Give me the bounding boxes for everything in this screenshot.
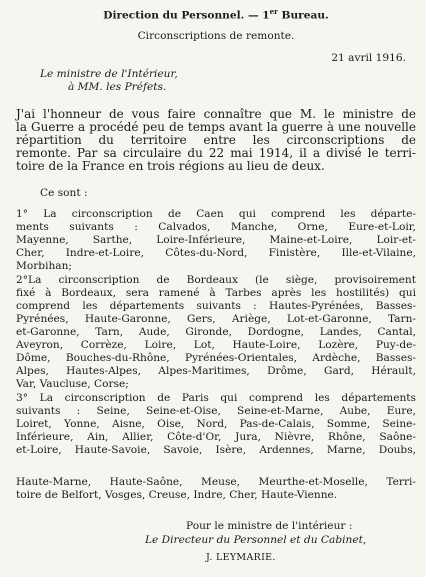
signature-pour: Pour le ministre de l'intérieur : <box>186 520 353 532</box>
paris-line: et-Loire, Haute-Savoie, Savoie, Isère, Ardennes, Marne, Doubs, <box>16 444 416 456</box>
intro-line: remonte. Par sa circulaire du 22 mai 1914, il a divisé le terri- <box>16 146 416 160</box>
paris-line: Inférieure, Ain, Allier, Côte-d'Or, Jura, Nièvre, Rhône, Saône- <box>16 431 416 443</box>
intro-line: la Guerre a procédé peu de temps avant la guerre à une nouvelle <box>16 120 416 134</box>
caen-line: Cher, Indre-et-Loire, Côtes-du-Nord, Finistère, Ille-et-Vilaine, <box>16 247 416 259</box>
caen-line: Mayenne, Sarthe, Loire-Inférieure, Maine-et-Loire, Loir-et- <box>16 234 416 246</box>
header-department-sup: er <box>269 7 278 16</box>
signature-name: J. LEYMARIE. <box>206 552 276 563</box>
signature-title: Le Directeur du Personnel et du Cabinet, <box>145 534 367 546</box>
bordeaux-line: Alpes, Hautes-Alpes, Alpes-Maritimes, Drôme, Gard, Hérault, <box>16 365 416 377</box>
header-department-text: Direction du Personnel. — 1 <box>103 9 270 22</box>
bordeaux-line: 2°La circonscription de Bordeaux (le siège, provisoirement <box>16 274 416 286</box>
bordeaux-line: Var, Vaucluse, Corse; <box>16 378 129 390</box>
header-department-bureau: Bureau. <box>277 9 329 22</box>
bordeaux-line: Dôme, Bouches-du-Rhône, Pyrénées-Orientales, Ardèche, Basses- <box>16 352 416 364</box>
bordeaux-line: fixé à Bordeaux, sera ramené à Tarbes après les hostilités) qui <box>16 287 416 299</box>
intro-line: répartition du territoire entre les circonscriptions de <box>16 133 416 147</box>
bordeaux-line: et-Garonne, Tarn, Aude, Gironde, Dordogne, Landes, Cantal, <box>16 326 416 338</box>
recipient-line: à MM. les Préfets. <box>68 81 167 93</box>
paris-cont-line: Haute-Marne, Haute-Saône, Meuse, Meurthe-et-Moselle, Terri- <box>16 476 416 488</box>
date-line: 21 avril 1916. <box>331 52 406 64</box>
intro-line: J'ai l'honneur de vous faire connaître que M. le ministre de <box>16 107 416 121</box>
bordeaux-line: comprend les départements suivants : Hautes-Pyrénées, Basses- <box>16 300 416 312</box>
header-department <box>16 5 416 23</box>
sender-line: Le ministre de l'Intérieur, <box>40 68 178 80</box>
caen-line: ments suivants : Calvados, Manche, Orne, Eure-et-Loir, <box>16 221 416 233</box>
paris-line: suivants : Seine, Seine-et-Oise, Seine-et-Marne, Aube, Eure, <box>16 405 416 417</box>
caen-line: Morbihan; <box>16 260 72 272</box>
ce-sont-line: Ce sont : <box>40 187 88 199</box>
paris-cont-line: toire de Belfort, Vosges, Creuse, Indre, Cher, Haute-Vienne. <box>16 489 338 501</box>
bordeaux-line: Pyrénées, Haute-Garonne, Gers, Ariège, Lot-et-Garonne, Tarn- <box>16 313 416 325</box>
intro-line: toire de la France en trois régions au lieu de deux. <box>16 159 325 173</box>
subject-line: Circonscriptions de remonte. <box>137 30 295 42</box>
paris-line: Loiret, Yonne, Aisne, Oise, Nord, Pas-de-Calais, Somme, Seine- <box>16 418 416 430</box>
caen-line: 1° La circonscription de Caen qui comprend les départe- <box>16 208 416 220</box>
paris-line: 3° La circonscription de Paris qui comprend les départements <box>16 392 416 404</box>
bordeaux-line: Aveyron, Corrèze, Loire, Lot, Haute-Loire, Lozère, Puy-de- <box>16 339 416 351</box>
